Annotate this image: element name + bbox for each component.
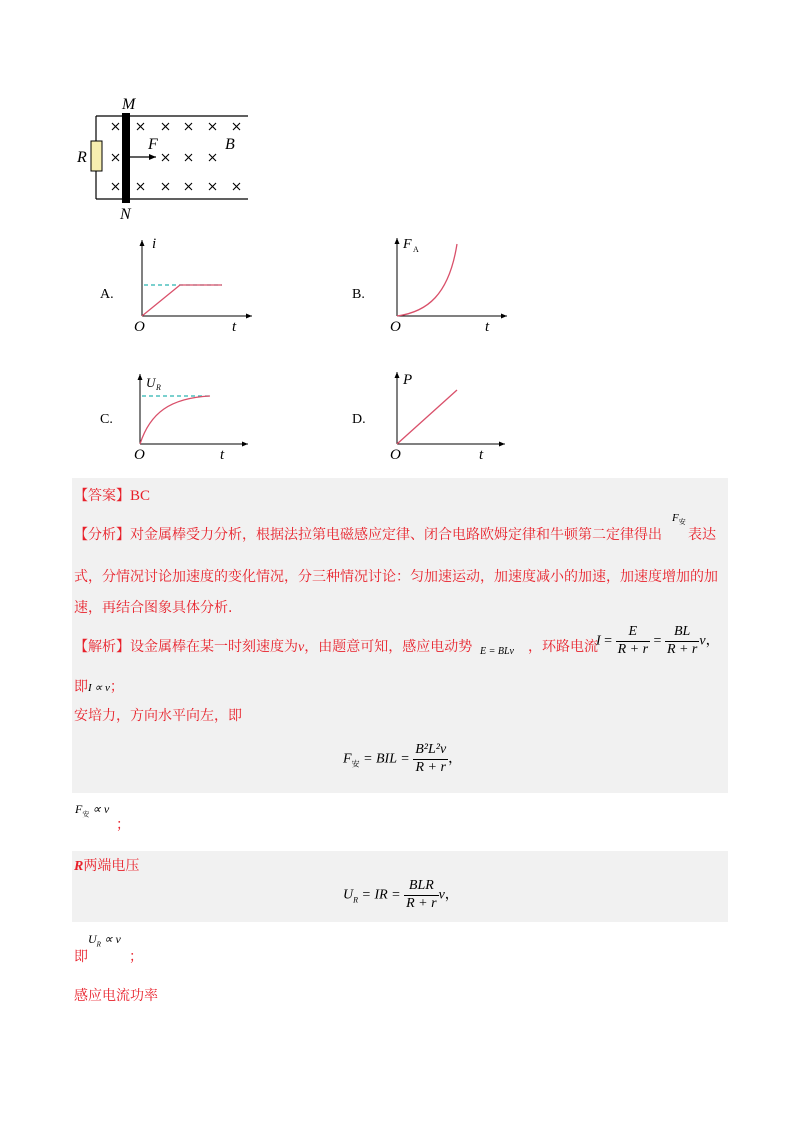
- analysis-text-1: 对金属棒受力分析，根据法拉第电磁感应定律、闭合电路欧姆定律和牛顿第二定律得出: [130, 527, 662, 543]
- analysis-tag: 【分析】: [74, 527, 130, 543]
- label-B: B: [225, 136, 235, 153]
- label-N: N: [120, 206, 131, 223]
- curve-c: [140, 396, 210, 444]
- force-proportional-end: ；: [116, 817, 130, 833]
- solution-line-1: 【解析】设金属棒在某一时刻速度为v，由题意可知，感应电动势: [74, 639, 473, 655]
- emf-formula: E = BLv: [480, 646, 514, 657]
- ampere-force-formula: $F_安$ = BIL = $\frac{\text{B²L²v}}{R + r}$ ，: [343, 742, 463, 775]
- origin-b: O: [390, 319, 401, 335]
- origin-c: O: [134, 447, 145, 463]
- answer-line: [74, 485, 150, 505]
- force-proportional: $F_安 \propto v$: [75, 802, 110, 819]
- answer-tag: 【答案】: [74, 488, 130, 504]
- solution-loop-current: ，环路电流: [528, 639, 598, 655]
- y-sub-b: A: [413, 245, 419, 254]
- curve-b: [397, 244, 457, 316]
- graph-c: [130, 368, 255, 466]
- r-voltage-line: R两端电压: [74, 858, 140, 874]
- option-b-label: B.: [352, 287, 365, 302]
- origin-d: O: [390, 447, 401, 463]
- y-label-d: P: [403, 372, 413, 388]
- analysis-line-3: 速，再结合图象具体分析.: [74, 600, 233, 616]
- label-M: M: [122, 96, 136, 113]
- y-sub-c: R: [156, 383, 161, 392]
- curve-a: [142, 285, 222, 316]
- x-label-a: t: [232, 319, 237, 335]
- graph-b: [387, 230, 512, 335]
- voltage-proportional: $U_R \propto v$: [88, 932, 121, 949]
- voltage-ji: 即: [74, 949, 88, 965]
- analysis-F-math: $F_安$: [672, 512, 686, 527]
- option-d-label: D.: [352, 412, 366, 427]
- graph-a: [130, 230, 255, 335]
- power-line: 感应电流功率: [74, 988, 158, 1004]
- current-formula: I = $\frac{E}{R + r}$ = $\frac{BL}{R + r}$ v，: [596, 624, 720, 657]
- voltage-proportional-end: ；: [129, 949, 143, 965]
- option-a-label: A.: [100, 287, 114, 302]
- y-label-a: i: [152, 236, 157, 252]
- circuit-diagram: [70, 95, 255, 225]
- graph-d: [387, 366, 512, 464]
- metal-rod: [122, 113, 130, 203]
- label-F: F: [148, 136, 158, 153]
- analysis-line-1: [74, 524, 734, 544]
- option-c-label: C.: [100, 412, 113, 427]
- solution-line-3: 安培力，方向水平向左，即: [74, 708, 242, 724]
- label-R: R: [77, 149, 87, 166]
- analysis-text-1-end: 表达: [688, 527, 716, 543]
- curve-d: [397, 390, 457, 444]
- x-label-d: t: [479, 447, 484, 463]
- answer-value: BC: [130, 488, 151, 504]
- y-label-c: U: [146, 375, 156, 390]
- origin-a: O: [134, 319, 145, 335]
- resistor: [91, 141, 102, 171]
- analysis-line-2: 式，分情况讨论加速度的变化情况，分三种情况讨论：匀加速运动，加速度减小的加速，加速度增加的加: [74, 569, 718, 585]
- x-label-c: t: [220, 447, 225, 463]
- y-label-b: F: [403, 237, 412, 252]
- ur-formula: $U_R$ = IR = $\frac{\text{BLR}}{R + r}$ v，: [343, 878, 459, 911]
- solution-tag: 【解析】: [74, 639, 130, 655]
- solution-line-2: 即I ∝ v；: [74, 679, 124, 695]
- x-label-b: t: [485, 319, 490, 335]
